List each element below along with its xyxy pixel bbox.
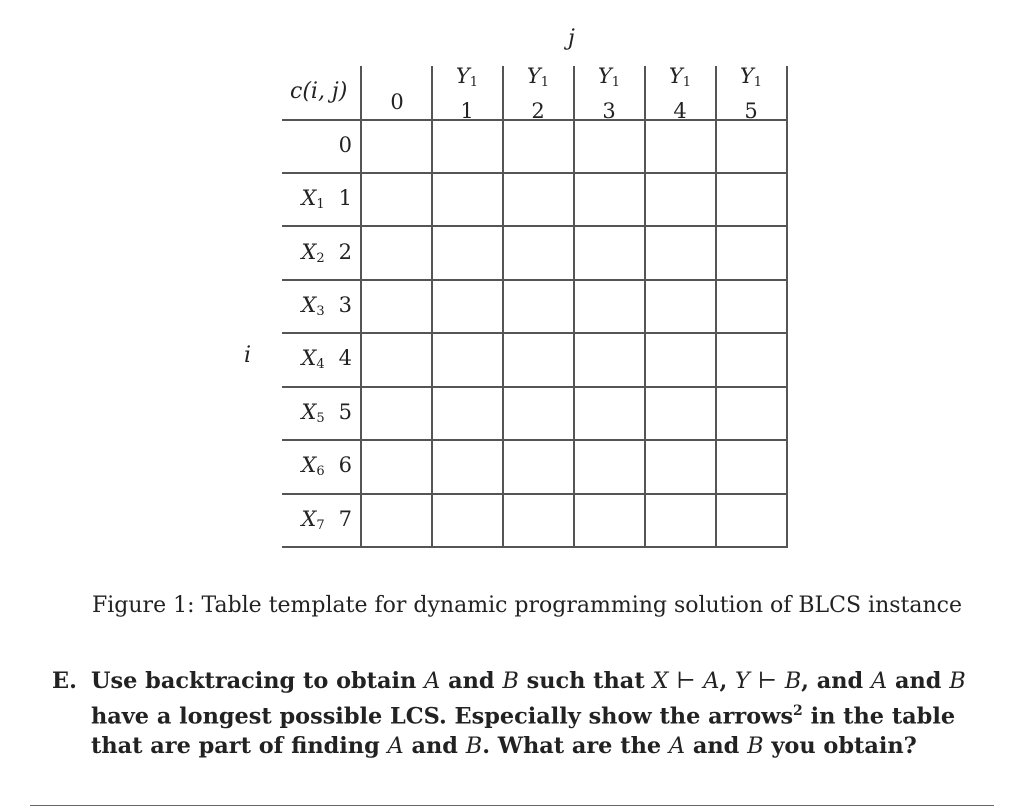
math-symbol: A	[703, 668, 720, 694]
row-symbol: X	[301, 346, 317, 370]
i-axis-label: i	[244, 343, 252, 368]
table-row-rule	[282, 439, 788, 441]
row-subscript: 6	[316, 464, 325, 479]
row-subscript: 4	[316, 357, 325, 372]
column-header	[432, 62, 502, 125]
row-label-zero: 0	[338, 133, 352, 157]
table-col-rule	[573, 66, 575, 547]
row-number: 2	[338, 240, 352, 264]
question-fragment: in the table that are part of finding	[91, 703, 956, 760]
question-fragment: and	[448, 668, 495, 694]
row-subscript: 5	[316, 411, 325, 426]
table-col-rule	[786, 66, 788, 547]
row-symbol: X	[301, 186, 317, 210]
question-fragment: you obtain?	[771, 733, 917, 760]
corner-label: c(i, j)	[290, 79, 348, 104]
row-label	[282, 186, 352, 212]
row-symbol: X	[301, 507, 317, 531]
footnote-marker: 2	[793, 703, 803, 719]
math-symbol: A	[387, 733, 404, 760]
column-symbol: Y	[668, 64, 683, 88]
column-number: 3	[602, 99, 616, 123]
math-symbol: B	[747, 733, 764, 760]
row-number: 4	[338, 346, 352, 370]
column-subscript: 1	[682, 75, 692, 90]
question-letter: E.	[52, 668, 77, 694]
table-col-rule	[644, 66, 646, 547]
column-symbol: Y	[739, 64, 754, 88]
math-symbol: A	[668, 733, 686, 760]
math-symbol: B	[502, 668, 519, 694]
question-text	[91, 666, 1002, 761]
question-e	[52, 666, 1002, 761]
column-subscript: 1	[469, 75, 479, 90]
row-subscript: 2	[316, 251, 325, 266]
column-header	[645, 62, 715, 125]
row-label	[282, 507, 352, 533]
column-number: 2	[531, 99, 545, 123]
column-subscript: 1	[611, 75, 621, 90]
row-subscript: 7	[316, 518, 325, 533]
column-header	[503, 62, 573, 125]
row-label	[282, 453, 352, 479]
row-label	[282, 240, 352, 266]
question-fragment: and	[692, 733, 740, 760]
column-subscript: 1	[540, 75, 550, 90]
table-row-rule	[282, 225, 788, 227]
table-row-rule	[282, 493, 788, 495]
table-col-rule	[502, 66, 504, 547]
question-fragment: Use backtracing to obtain	[91, 668, 417, 694]
column-number: 4	[673, 99, 687, 123]
math-symbol: B	[949, 668, 966, 694]
math-symbol: B	[784, 668, 802, 694]
column-number: 1	[460, 99, 474, 123]
footnote-separator	[30, 805, 994, 806]
math-symbol: Y	[735, 668, 750, 694]
math-symbol: B	[465, 733, 483, 760]
row-label	[282, 346, 352, 372]
row-subscript: 3	[316, 304, 325, 319]
question-fragment: have a longest possible LCS. Especially show the arrows	[91, 703, 794, 730]
row-symbol: X	[301, 400, 317, 424]
column-symbol: Y	[526, 64, 541, 88]
column-header-zero: 0	[390, 90, 404, 114]
table-row-rule	[282, 172, 788, 174]
row-number: 7	[338, 507, 352, 531]
question-fragment: . What are the	[482, 733, 662, 760]
row-label	[282, 400, 352, 426]
question-fragment: and	[411, 733, 458, 760]
row-symbol: X	[301, 293, 317, 317]
row-number: 6	[338, 453, 352, 477]
row-subscript: 1	[316, 197, 325, 212]
table-col-rule	[715, 66, 717, 547]
row-symbol: X	[301, 240, 317, 264]
turnstile-symbol: ⊢	[676, 668, 696, 694]
math-symbol: X	[652, 668, 669, 694]
column-header	[716, 62, 786, 125]
table-col-rule	[360, 66, 362, 547]
math-symbol: A	[424, 668, 441, 694]
table-row-rule	[282, 386, 788, 388]
column-symbol: Y	[455, 64, 470, 88]
figure-caption: Figure 1: Table template for dynamic programming solution of BLCS instance	[92, 593, 963, 618]
j-axis-label: j	[568, 26, 575, 51]
column-header	[574, 62, 644, 125]
table-col-rule	[431, 66, 433, 547]
question-fragment: , and	[801, 668, 864, 694]
column-symbol: Y	[597, 64, 612, 88]
table-row-rule	[282, 332, 788, 334]
question-fragment: and	[894, 668, 942, 694]
table-bottom-rule	[282, 546, 788, 548]
column-number: 5	[744, 99, 758, 123]
question-fragment: ,	[719, 668, 728, 694]
table-row-rule	[282, 279, 788, 281]
question-fragment: such that	[526, 668, 645, 694]
row-symbol: X	[301, 453, 317, 477]
turnstile-symbol: ⊢	[757, 668, 777, 694]
column-subscript: 1	[753, 75, 763, 90]
row-number: 1	[338, 186, 352, 210]
row-number: 3	[338, 293, 352, 317]
row-number: 5	[338, 400, 352, 424]
row-label	[282, 293, 352, 319]
math-symbol: A	[871, 668, 888, 694]
